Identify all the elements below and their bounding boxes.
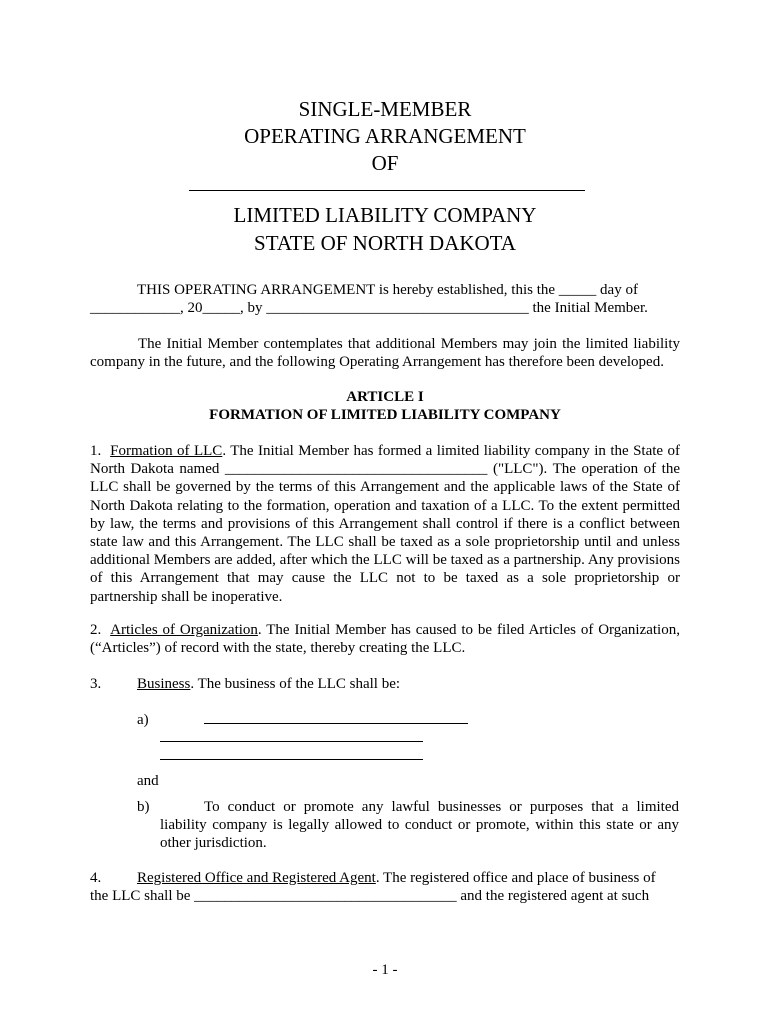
section-3-num: 3.	[90, 676, 102, 692]
section-2-heading: Articles of Organization	[110, 622, 258, 638]
section-1-heading: Formation of LLC	[110, 443, 223, 459]
section-1-num: 1.	[90, 443, 102, 459]
item-a-blank-1	[204, 723, 468, 724]
section-3-text: . The business of the LLC shall be:	[190, 676, 401, 692]
page-number: - 1 -	[372, 962, 398, 978]
section-4-line-1	[137, 869, 656, 887]
section-1	[90, 442, 680, 606]
section-2-num: 2.	[90, 622, 102, 638]
title-line-1: SINGLE-MEMBER	[298, 97, 472, 121]
section-2-text: . The Initial Member has caused to be filed Articles of Organization, (“Articles”) of record with the state, thereby creating the LLC.	[90, 622, 680, 657]
item-a-label: a)	[137, 712, 149, 728]
item-b-text: To conduct or promote any lawful businesses or purposes that a limited liability company is legally allowed to conduct or promote, within this state or any other jurisdiction.	[160, 799, 679, 852]
company-name-blank	[189, 190, 585, 191]
section-1-text: . The Initial Member has formed a limited liability company in the State of North Dakota named ___________________________________ ("LLC"). The operation of the LLC shall be governed by the terms of this Arrangement and the applicable laws of the State of North Dakota relating to the formation, operation and taxation of a LLC. To the extent permitted by law, the terms and provisions of this Arrangement shall control if there is a conflict between state law and this Arrangement. The LLC shall be taxed as a sole proprietorship until and unless additional Members are added, after which the LLC will be taxed as a partnership. Any provisions of this Arrangement that may cause the LLC not to be taxed as a sole proprietorship or partnership shall be inoperative.	[90, 443, 681, 605]
intro-line-1: THIS OPERATING ARRANGEMENT is hereby established, this the _____ day of	[137, 282, 638, 298]
section-3-heading: Business	[137, 676, 191, 692]
section-4-line-2: the LLC shall be ___________________________________ and the registered agent at such	[90, 888, 650, 904]
title-line-4: LIMITED LIABILITY COMPANY	[233, 203, 537, 227]
title-line-3: OF	[371, 151, 399, 175]
section-4-heading: Registered Office and Registered Agent	[137, 870, 376, 886]
article-number: ARTICLE I	[346, 389, 424, 405]
item-a-blank-2	[160, 741, 423, 742]
title-line-5: STATE OF NORTH DAKOTA	[254, 231, 516, 255]
item-b-label: b)	[137, 799, 150, 815]
intro-line-2: ____________, 20_____, by ___________________________________ the Initial Member.	[90, 300, 648, 316]
section-4-text-a: . The registered office and place of business of	[375, 870, 656, 886]
article-heading: FORMATION OF LIMITED LIABILITY COMPANY	[209, 407, 561, 423]
intro-paragraph-2: The Initial Member contemplates that additional Members may join the limited liability company in the future, and the following Operating Arrangement has therefore been developed.	[90, 336, 680, 371]
section-2	[90, 621, 680, 657]
item-a-blank-3	[160, 759, 423, 760]
section-4-num: 4.	[90, 870, 102, 886]
title-line-2: OPERATING ARRANGEMENT	[244, 124, 526, 148]
section-3-line	[137, 675, 400, 693]
and-label: and	[137, 773, 159, 789]
